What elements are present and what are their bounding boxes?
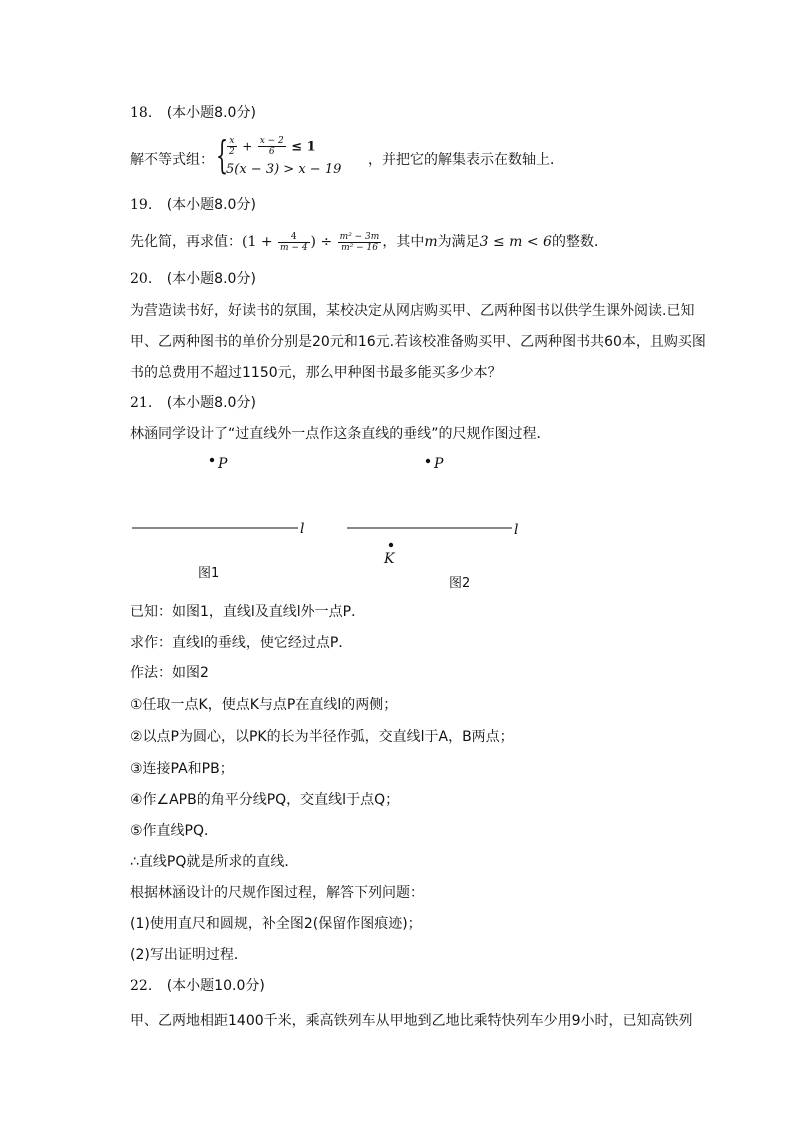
q19-prefix: 先化简，再求值： — [130, 234, 242, 250]
q21-task: 根据林涵设计的尺规作图过程，解答下列问题： — [130, 885, 424, 901]
fig2-point-k — [389, 543, 393, 547]
q19-cond-ineq: 3 ≤ m < 6 — [479, 234, 552, 250]
q19-expr-close: ) ÷ — [310, 234, 333, 250]
q19-frac2-den: m² − 16 — [341, 242, 378, 253]
q18-score-note: (本小题8.0分) — [166, 105, 256, 121]
q22-score-note: (本小题10.0分) — [166, 978, 265, 994]
q21-step-5: ⑤作直线PQ． — [130, 823, 219, 839]
q19-expr-open: (1 + — [242, 234, 273, 250]
fig2-point-p — [426, 459, 430, 463]
q18-plus: + — [242, 139, 253, 154]
q22-header — [130, 977, 265, 995]
q19-cond-mid: 为满足 — [437, 234, 480, 250]
fig2-label-l: l — [514, 522, 519, 538]
fig1-caption: 图1 — [198, 566, 220, 581]
q21-method: 作法：如图2 — [130, 665, 209, 681]
figure-1 — [132, 456, 304, 581]
q22-number: 22. — [130, 978, 153, 994]
q18-prefix: 解不等式组： — [130, 152, 214, 168]
q21-given: 已知：如图1，直线l及直线l外一点P． — [130, 604, 366, 620]
q21-conclusion: ∴直线PQ就是所求的直线． — [130, 854, 299, 870]
q18-frac2-num: x − 2 — [259, 136, 284, 146]
q21-step-2: ②以点P为圆心，以PK的长为半径作弧，交直线l于A，B两点； — [130, 729, 514, 745]
fig2-label-p: P — [434, 456, 444, 472]
q19-var: m — [424, 234, 438, 250]
q18-brace: { — [216, 133, 229, 177]
q19-cond-pre: ，其中 — [382, 234, 425, 250]
q20-line-2: 甲、乙两种图书的单价分别是20元和16元.若该校准备购买甲、乙两种图书共60本，且购买图 — [130, 334, 706, 350]
q19-cond-post: 的整数． — [551, 234, 608, 250]
q21-number: 21. — [130, 395, 153, 411]
q21-step-1: ①任取一点K，使点K与点P在直线l的两侧； — [130, 697, 398, 713]
fig1-label-p: P — [218, 456, 228, 472]
q18-frac2-den: 6 — [268, 147, 275, 157]
q21-part-2: (2)写出证明过程． — [130, 947, 248, 963]
q21-score-note: (本小题8.0分) — [166, 395, 256, 411]
q20-score-note: (本小题8.0分) — [166, 271, 256, 287]
q21-part-1: (1)使用直尺和圆规，补全图2(保留作图痕迹)； — [130, 916, 422, 932]
figure-2 — [347, 456, 518, 591]
q18-relation-1: ≤ 1 — [291, 139, 316, 155]
q20-line-1: 为营造读书好，好读书的氛围，某校决定从网店购买甲、乙两种图书以供学生课外阅读.已知 — [130, 303, 695, 319]
q19-frac2-num: m² − 3m — [339, 231, 380, 242]
q18-frac1-den: 2 — [229, 147, 235, 157]
q19-frac1-den: m − 4 — [280, 242, 308, 253]
q18-inequality-2: 5(x − 3) > x − 19 — [226, 162, 342, 177]
fig1-point-p — [210, 458, 214, 462]
fig2-label-k: K — [384, 551, 395, 567]
q19-number: 19. — [130, 197, 153, 213]
q19-frac1-num: 4 — [278, 232, 310, 243]
q18-suffix: ，并把它的解集表示在数轴上． — [368, 152, 564, 168]
q22-line-1: 甲、乙两地相距1400千米，乘高铁列车从甲地到乙地比乘特快列车少用9小时，已知高铁列 — [130, 1013, 693, 1029]
q18-frac1-num: x — [227, 136, 237, 147]
q21-step-4: ④作∠APB的角平分线PQ，交直线l于点Q； — [130, 792, 400, 808]
q20-line-3: 书的总费用不超过1150元，那么甲种图书最多能买多少本？ — [130, 365, 502, 381]
q21-required: 求作：直线l的垂线，使它经过点P． — [130, 635, 353, 651]
q19-score-note: (本小题8.0分) — [166, 197, 256, 213]
q21-step-3: ③连接PA和PB； — [130, 761, 234, 777]
q21-intro: 林涵同学设计了“过直线外一点作这条直线的垂线”的尺规作图过程． — [130, 426, 551, 442]
fig2-caption: 图2 — [449, 576, 471, 591]
q20-number: 20. — [130, 271, 153, 287]
q18-number: 18. — [130, 105, 153, 121]
fig1-label-l: l — [300, 521, 305, 537]
